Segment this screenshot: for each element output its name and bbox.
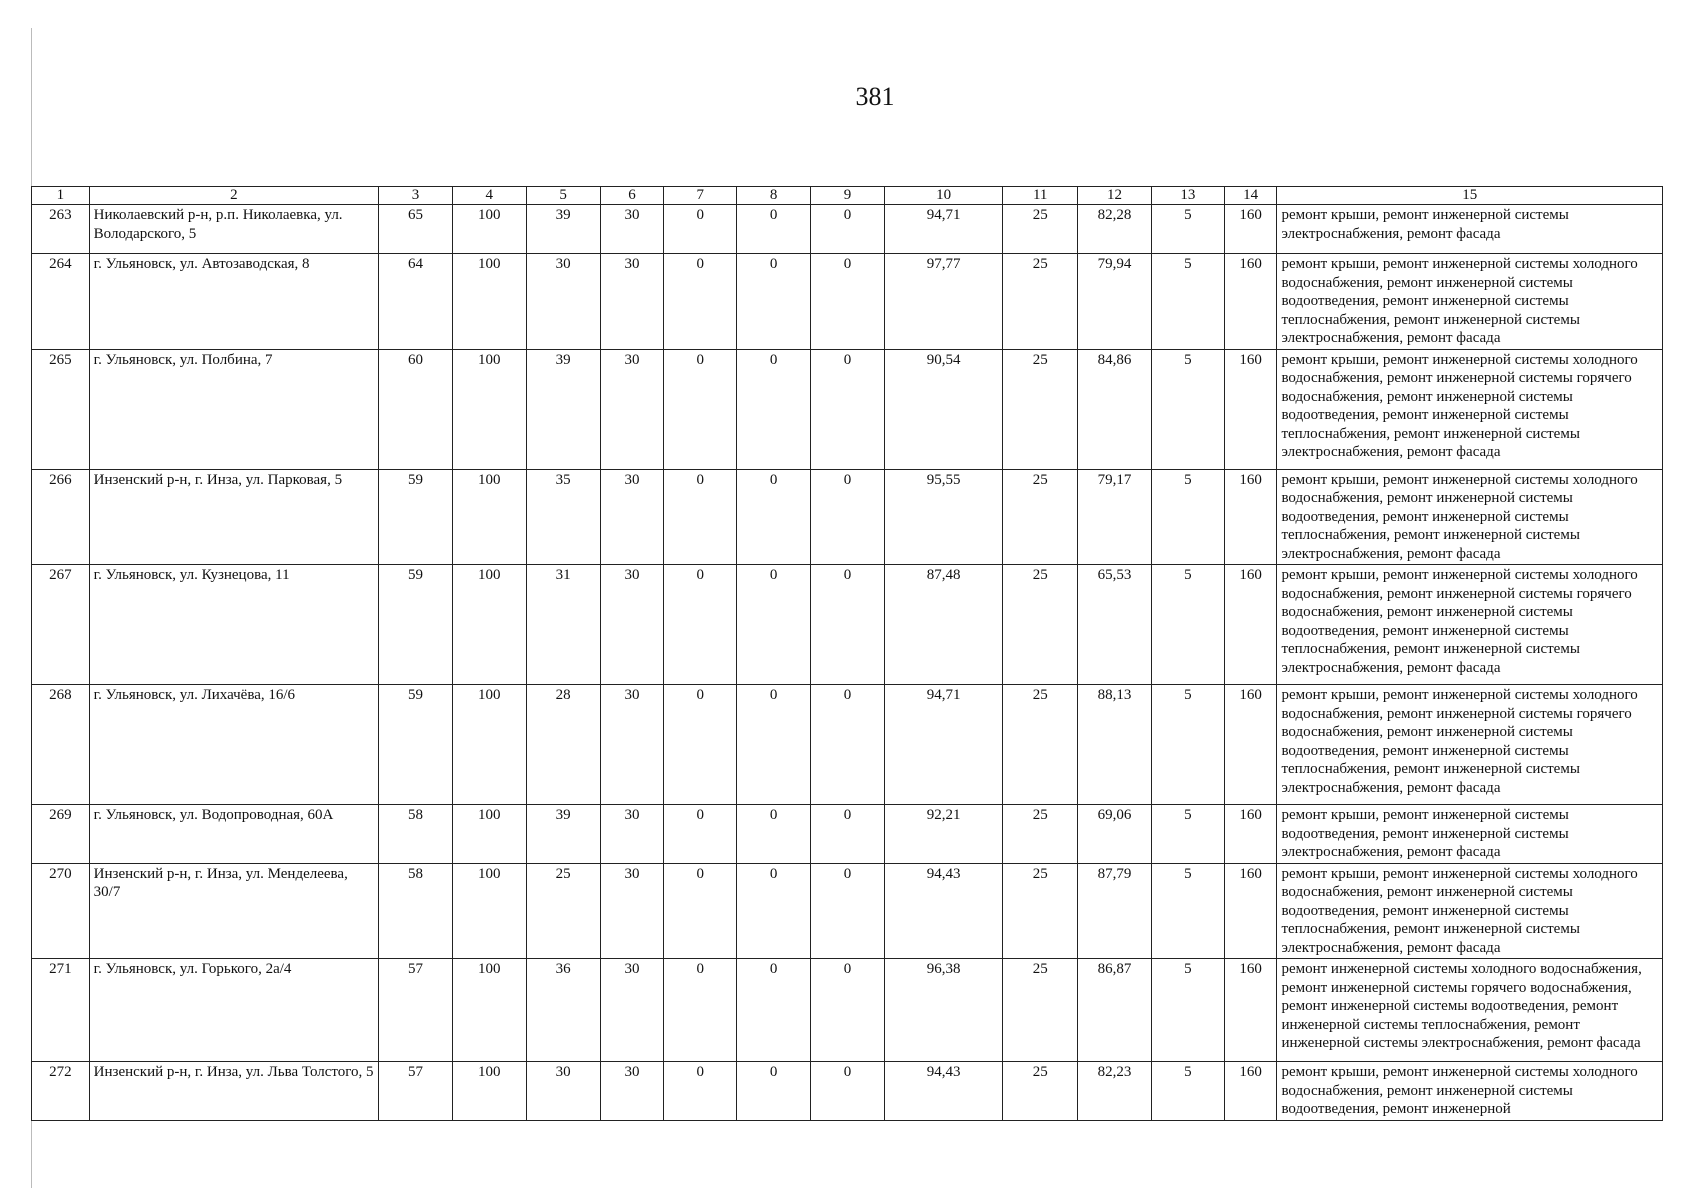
value-cell-c3: 59 [379,685,453,805]
value-cell-c6: 30 [600,805,664,864]
address-cell: г. Ульяновск, ул. Автозаводская, 8 [89,254,378,350]
row-number-cell: 271 [32,959,90,1062]
value-cell-c4: 100 [452,805,526,864]
value-cell-c9: 0 [811,254,885,350]
value-cell-c7: 0 [664,469,737,565]
value-cell-c13: 5 [1151,469,1224,565]
value-cell-c8: 0 [737,959,811,1062]
address-cell: Инзенский р-н, г. Инза, ул. Парковая, 5 [89,469,378,565]
value-cell-c10: 87,48 [884,565,1002,685]
column-header-5: 5 [526,187,600,205]
value-cell-c7: 0 [664,254,737,350]
value-cell-c12: 65,53 [1078,565,1152,685]
column-header-10: 10 [884,187,1002,205]
value-cell-c12: 82,28 [1078,205,1152,254]
value-cell-c10: 96,38 [884,959,1002,1062]
table-row [32,805,1663,864]
value-cell-c8: 0 [737,805,811,864]
column-header-9: 9 [811,187,885,205]
value-cell-c14: 160 [1224,805,1277,864]
value-cell-c6: 30 [600,863,664,959]
value-cell-c9: 0 [811,349,885,469]
value-cell-c12: 84,86 [1078,349,1152,469]
value-cell-c8: 0 [737,349,811,469]
row-number-cell: 266 [32,469,90,565]
value-cell-c6: 30 [600,959,664,1062]
value-cell-c14: 160 [1224,685,1277,805]
row-number-cell: 270 [32,863,90,959]
value-cell-c10: 94,43 [884,863,1002,959]
value-cell-c3: 57 [379,1062,453,1121]
row-number-cell: 272 [32,1062,90,1121]
value-cell-c10: 94,43 [884,1062,1002,1121]
row-number-cell: 264 [32,254,90,350]
value-cell-c6: 30 [600,1062,664,1121]
row-number-cell: 265 [32,349,90,469]
value-cell-c6: 30 [600,565,664,685]
works-cell: ремонт крыши, ремонт инженерной системы холодного водоснабжения, ремонт инженерной системы водоотведения, ремонт инженерной [1277,1062,1663,1121]
works-cell: ремонт крыши, ремонт инженерной системы холодного водоснабжения, ремонт инженерной системы водоотведения, ремонт инженерной системы теплоснабжения, ремонт инженерной системы электроснабжения, ремонт фасада [1277,469,1663,565]
value-cell-c11: 25 [1003,863,1078,959]
value-cell-c7: 0 [664,205,737,254]
value-cell-c6: 30 [600,469,664,565]
address-cell: г. Ульяновск, ул. Кузнецова, 11 [89,565,378,685]
value-cell-c9: 0 [811,205,885,254]
value-cell-c4: 100 [452,565,526,685]
address-cell: Николаевский р-н, р.п. Николаевка, ул. Володарского, 5 [89,205,378,254]
column-header-7: 7 [664,187,737,205]
address-cell: г. Ульяновск, ул. Горького, 2а/4 [89,959,378,1062]
value-cell-c13: 5 [1151,805,1224,864]
value-cell-c3: 60 [379,349,453,469]
value-cell-c7: 0 [664,863,737,959]
value-cell-c3: 58 [379,805,453,864]
value-cell-c14: 160 [1224,205,1277,254]
value-cell-c13: 5 [1151,1062,1224,1121]
value-cell-c11: 25 [1003,349,1078,469]
table-row [32,565,1663,685]
value-cell-c8: 0 [737,863,811,959]
value-cell-c14: 160 [1224,863,1277,959]
value-cell-c10: 95,55 [884,469,1002,565]
table-row [32,685,1663,805]
value-cell-c6: 30 [600,205,664,254]
works-cell: ремонт крыши, ремонт инженерной системы холодного водоснабжения, ремонт инженерной системы водоотведения, ремонт инженерной системы теплоснабжения, ремонт инженерной системы электроснабжения, ремонт фасада [1277,254,1663,350]
header-row [32,187,1663,205]
value-cell-c14: 160 [1224,565,1277,685]
value-cell-c3: 59 [379,565,453,685]
works-cell: ремонт крыши, ремонт инженерной системы электроснабжения, ремонт фасада [1277,205,1663,254]
value-cell-c8: 0 [737,205,811,254]
value-cell-c6: 30 [600,685,664,805]
value-cell-c7: 0 [664,565,737,685]
column-header-4: 4 [452,187,526,205]
value-cell-c9: 0 [811,565,885,685]
value-cell-c12: 79,94 [1078,254,1152,350]
value-cell-c4: 100 [452,254,526,350]
works-cell: ремонт инженерной системы холодного водоснабжения, ремонт инженерной системы горячего водоснабжения, ремонт инженерной системы водоотведения, ремонт инженерной системы теплоснабжения, ремонт инженерной системы электроснабжения, ремонт фасада [1277,959,1663,1062]
value-cell-c9: 0 [811,863,885,959]
value-cell-c11: 25 [1003,565,1078,685]
value-cell-c13: 5 [1151,349,1224,469]
value-cell-c4: 100 [452,959,526,1062]
value-cell-c5: 31 [526,565,600,685]
address-cell: г. Ульяновск, ул. Полбина, 7 [89,349,378,469]
value-cell-c11: 25 [1003,254,1078,350]
table-row [32,959,1663,1062]
value-cell-c4: 100 [452,205,526,254]
value-cell-c12: 69,06 [1078,805,1152,864]
address-cell: Инзенский р-н, г. Инза, ул. Менделеева, 30/7 [89,863,378,959]
value-cell-c5: 39 [526,805,600,864]
value-cell-c14: 160 [1224,254,1277,350]
value-cell-c11: 25 [1003,469,1078,565]
value-cell-c6: 30 [600,254,664,350]
value-cell-c4: 100 [452,863,526,959]
table-row [32,205,1663,254]
column-header-8: 8 [737,187,811,205]
value-cell-c13: 5 [1151,205,1224,254]
value-cell-c5: 36 [526,959,600,1062]
address-cell: г. Ульяновск, ул. Водопроводная, 60А [89,805,378,864]
column-header-2: 2 [89,187,378,205]
table-row [32,863,1663,959]
value-cell-c7: 0 [664,959,737,1062]
works-cell: ремонт крыши, ремонт инженерной системы холодного водоснабжения, ремонт инженерной системы горячего водоснабжения, ремонт инженерной системы водоотведения, ремонт инженерной системы теплоснабжения, ремонт инженерной системы электроснабжения, ремонт фасада [1277,685,1663,805]
column-header-6: 6 [600,187,664,205]
value-cell-c11: 25 [1003,1062,1078,1121]
table-row [32,469,1663,565]
row-number-cell: 267 [32,565,90,685]
table-body [32,205,1663,1121]
value-cell-c5: 39 [526,349,600,469]
row-number-cell: 263 [32,205,90,254]
value-cell-c13: 5 [1151,959,1224,1062]
page-number: 381 [855,82,895,111]
value-cell-c12: 82,23 [1078,1062,1152,1121]
column-header-3: 3 [379,187,453,205]
value-cell-c4: 100 [452,685,526,805]
column-header-1: 1 [32,187,90,205]
works-cell: ремонт крыши, ремонт инженерной системы холодного водоснабжения, ремонт инженерной системы водоотведения, ремонт инженерной системы теплоснабжения, ремонт инженерной системы электроснабжения, ремонт фасада [1277,863,1663,959]
value-cell-c14: 160 [1224,469,1277,565]
value-cell-c3: 58 [379,863,453,959]
value-cell-c5: 28 [526,685,600,805]
value-cell-c10: 90,54 [884,349,1002,469]
table-row [32,254,1663,350]
value-cell-c12: 87,79 [1078,863,1152,959]
value-cell-c10: 94,71 [884,205,1002,254]
value-cell-c3: 65 [379,205,453,254]
value-cell-c7: 0 [664,1062,737,1121]
table-row [32,1062,1663,1121]
value-cell-c10: 97,77 [884,254,1002,350]
value-cell-c11: 25 [1003,959,1078,1062]
value-cell-c10: 94,71 [884,685,1002,805]
value-cell-c14: 160 [1224,959,1277,1062]
value-cell-c10: 92,21 [884,805,1002,864]
row-number-cell: 269 [32,805,90,864]
value-cell-c9: 0 [811,685,885,805]
column-header-14: 14 [1224,187,1277,205]
value-cell-c12: 79,17 [1078,469,1152,565]
works-cell: ремонт крыши, ремонт инженерной системы водоотведения, ремонт инженерной системы электроснабжения, ремонт фасада [1277,805,1663,864]
works-cell: ремонт крыши, ремонт инженерной системы холодного водоснабжения, ремонт инженерной системы горячего водоснабжения, ремонт инженерной системы водоотведения, ремонт инженерной системы теплоснабжения, ремонт инженерной системы электроснабжения, ремонт фасада [1277,565,1663,685]
value-cell-c9: 0 [811,959,885,1062]
value-cell-c13: 5 [1151,565,1224,685]
value-cell-c12: 86,87 [1078,959,1152,1062]
value-cell-c11: 25 [1003,205,1078,254]
value-cell-c14: 160 [1224,349,1277,469]
value-cell-c13: 5 [1151,685,1224,805]
registry-table [31,186,1663,1121]
value-cell-c9: 0 [811,469,885,565]
value-cell-c11: 25 [1003,685,1078,805]
value-cell-c5: 35 [526,469,600,565]
value-cell-c4: 100 [452,1062,526,1121]
value-cell-c11: 25 [1003,805,1078,864]
value-cell-c6: 30 [600,349,664,469]
value-cell-c13: 5 [1151,254,1224,350]
value-cell-c3: 64 [379,254,453,350]
address-cell: г. Ульяновск, ул. Лихачёва, 16/6 [89,685,378,805]
column-header-12: 12 [1078,187,1152,205]
value-cell-c5: 39 [526,205,600,254]
value-cell-c9: 0 [811,805,885,864]
value-cell-c8: 0 [737,565,811,685]
column-header-11: 11 [1003,187,1078,205]
value-cell-c13: 5 [1151,863,1224,959]
column-header-15: 15 [1277,187,1663,205]
value-cell-c7: 0 [664,805,737,864]
value-cell-c14: 160 [1224,1062,1277,1121]
value-cell-c9: 0 [811,1062,885,1121]
value-cell-c4: 100 [452,469,526,565]
value-cell-c4: 100 [452,349,526,469]
row-number-cell: 268 [32,685,90,805]
address-cell: Инзенский р-н, г. Инза, ул. Льва Толстого, 5 [89,1062,378,1121]
works-cell: ремонт крыши, ремонт инженерной системы холодного водоснабжения, ремонт инженерной системы горячего водоснабжения, ремонт инженерной системы водоотведения, ремонт инженерной системы теплоснабжения, ремонт инженерной системы электроснабжения, ремонт фасада [1277,349,1663,469]
value-cell-c8: 0 [737,469,811,565]
value-cell-c12: 88,13 [1078,685,1152,805]
value-cell-c8: 0 [737,685,811,805]
value-cell-c8: 0 [737,1062,811,1121]
value-cell-c7: 0 [664,685,737,805]
table-row [32,349,1663,469]
value-cell-c5: 30 [526,254,600,350]
column-header-13: 13 [1151,187,1224,205]
value-cell-c7: 0 [664,349,737,469]
value-cell-c5: 25 [526,863,600,959]
value-cell-c8: 0 [737,254,811,350]
value-cell-c3: 57 [379,959,453,1062]
value-cell-c3: 59 [379,469,453,565]
value-cell-c5: 30 [526,1062,600,1121]
